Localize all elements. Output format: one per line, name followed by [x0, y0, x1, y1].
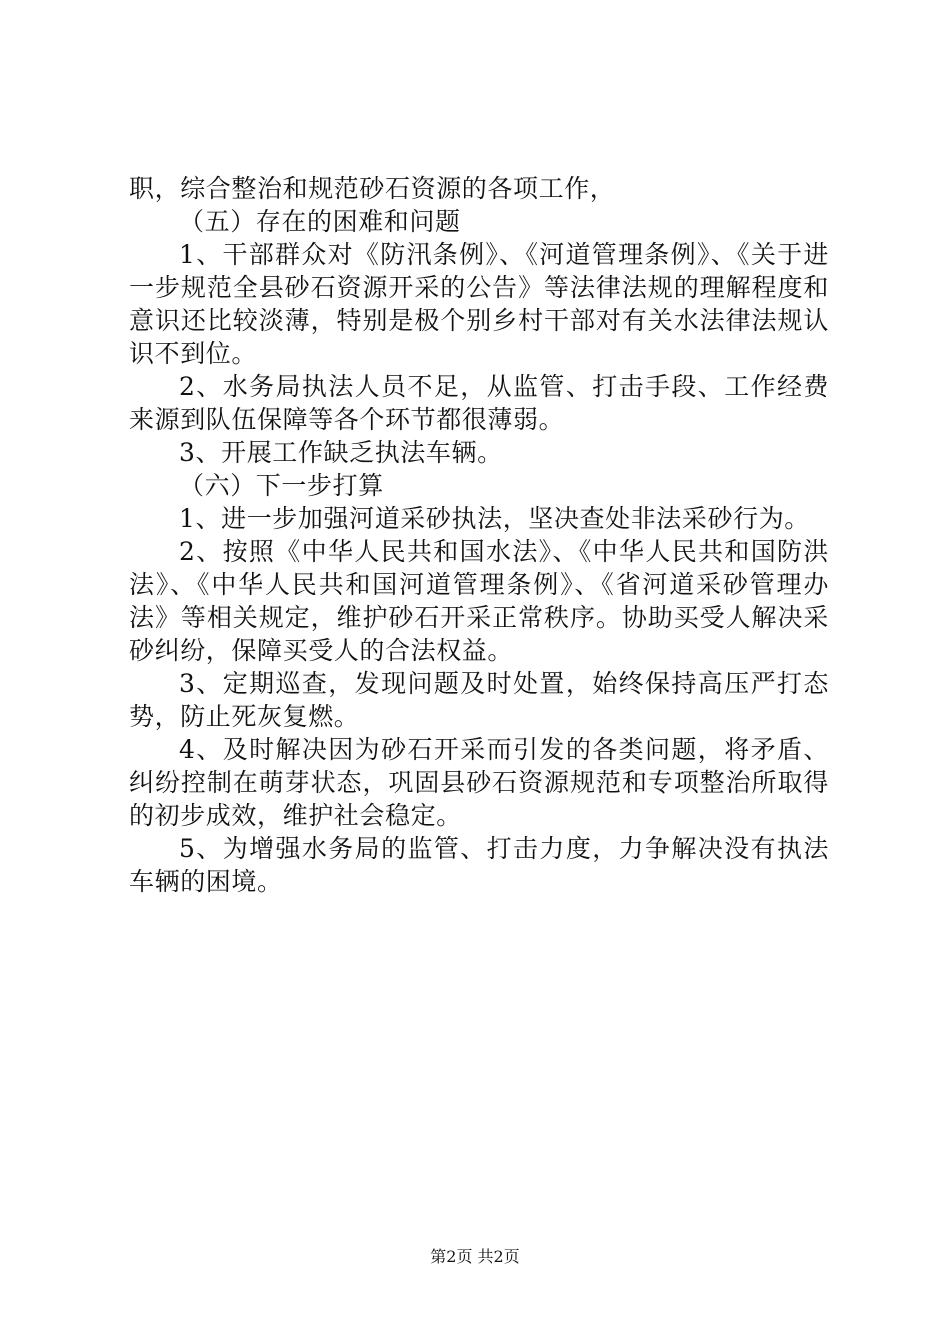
- paragraph-plan-4: 4、及时解决因为砂石开采而引发的各类问题，将矛盾、纠纷控制在萌芽状态，巩固县砂石资源规范和专项整治所取得的初步成效，维护社会稳定。: [129, 735, 829, 830]
- paragraph-plan-1: 1、进一步加强河道采砂执法，坚决查处非法采砂行为。: [179, 504, 810, 533]
- section-heading-difficulties: （五）存在的困难和问题: [179, 207, 461, 236]
- section-heading-next-steps: （六）下一步打算: [179, 471, 384, 500]
- paragraph-continuation: 职，综合整治和规范砂石资源的各项工作，: [129, 174, 616, 203]
- paragraph-plan-3: 3、定期巡查，发现问题及时处置，始终保持高压严打态势，防止死灰复燃。: [129, 669, 829, 731]
- paragraph-plan-5: 5、为增强水务局的监管、打击力度，力争解决没有执法车辆的困境。: [129, 834, 829, 896]
- paragraph-difficulty-3: 3、开展工作缺乏执法车辆。: [179, 438, 503, 467]
- document-body: [129, 172, 829, 898]
- page-number-footer: 第2页 共2页: [430, 1247, 520, 1266]
- paragraph-plan-2: 2、按照《中华人民共和国水法》、《中华人民共和国防洪法》、《中华人民共和国河道管理条例》、《省河道采砂管理办法》等相关规定，维护砂石开采正常秩序。协助买受人解决采砂纠纷，保障买受人的合法权益。: [129, 537, 829, 665]
- paragraph-difficulty-1: 1、干部群众对《防汛条例》、《河道管理条例》、《关于进一步规范全县砂石资源开采的公告》等法律法规的理解程度和意识还比较淡薄，特别是极个别乡村干部对有关水法律法规认识不到位。: [129, 240, 829, 368]
- paragraph-difficulty-2: 2、水务局执法人员不足，从监管、打击手段、工作经费来源到队伍保障等各个环节都很薄弱。: [129, 372, 829, 434]
